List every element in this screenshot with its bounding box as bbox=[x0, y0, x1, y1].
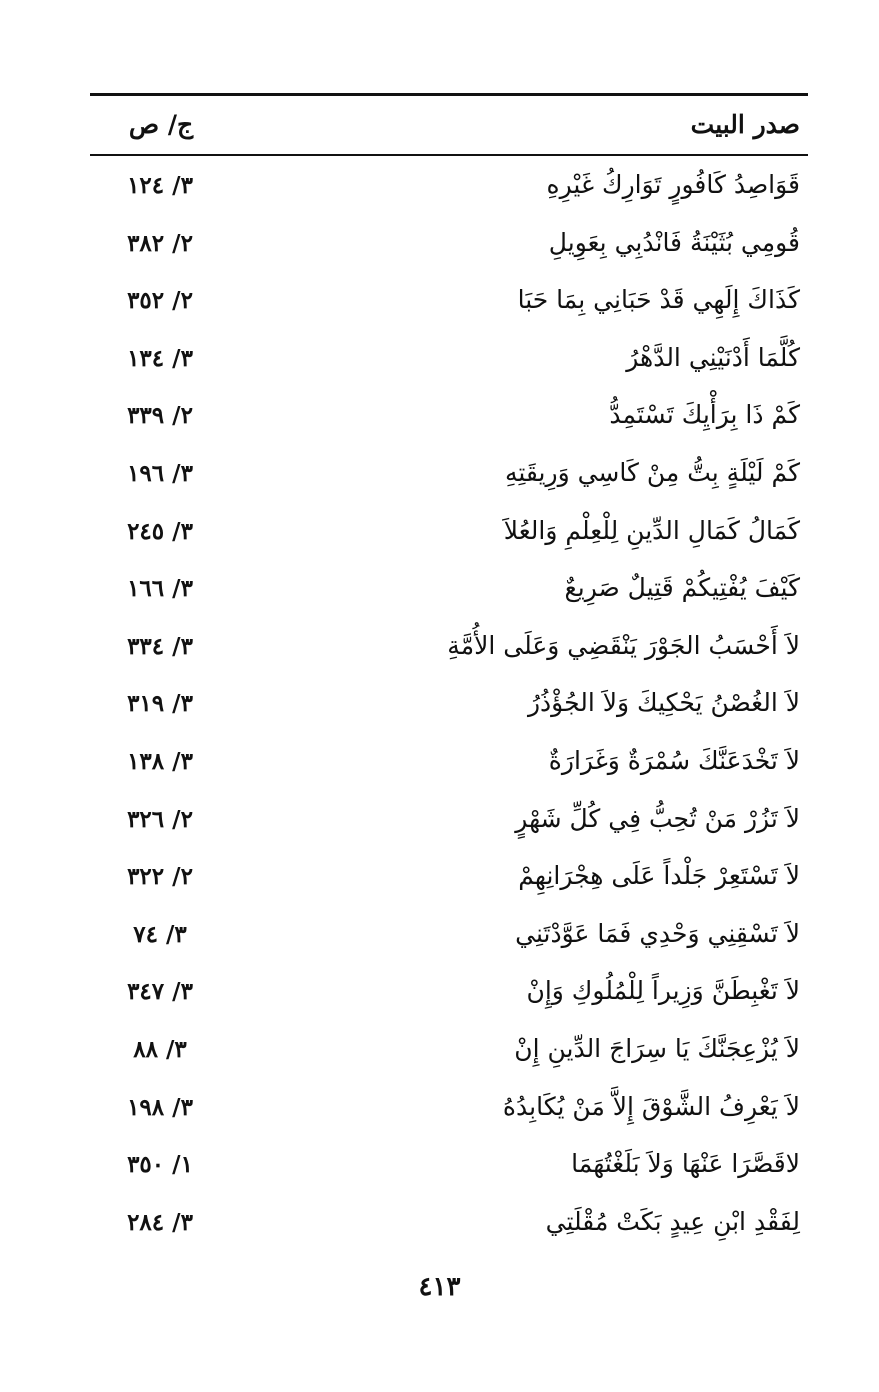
table-row bbox=[90, 1139, 808, 1197]
table-row bbox=[90, 160, 808, 218]
volume-page-ref: ٣/ ٢٤٥ bbox=[127, 517, 193, 545]
table-row bbox=[90, 621, 808, 679]
verse-text: لاَ يُزْعِجَنَّكَ يَا سِرَاجَ الدِّينِ إِنْ bbox=[514, 1033, 800, 1063]
verse-text: لاَ تَخْدَعَنَّكَ سُمْرَةٌ وَغَرَارَةٌ bbox=[548, 745, 800, 775]
volume-page-ref: ٢/ ٣٢٦ bbox=[127, 805, 193, 833]
volume-page-ref: ٣/ ١٦٦ bbox=[127, 575, 193, 603]
verse-text: لاَ يَعْرِفُ الشَّوْقَ إِلاَّ مَنْ يُكَابِدُهُ bbox=[502, 1091, 800, 1121]
volume-page-ref: ٢/ ٣٣٩ bbox=[127, 402, 193, 430]
volume-page-ref: ٣/ ٣١٩ bbox=[127, 690, 193, 718]
verse-text: كَمْ لَيْلَةٍ بِتُّ مِنْ كَاسِي وَرِيقَتِهِ bbox=[504, 457, 800, 487]
volume-page-ref: ١/ ٣٥٠ bbox=[127, 1151, 193, 1179]
table-row bbox=[90, 563, 808, 621]
volume-page-ref: ٣/ ١٩٦ bbox=[127, 459, 193, 487]
volume-page-ref: ٣/ ٧٤ bbox=[133, 920, 187, 948]
verse-text: لِفَقْدِ ابْنِ عِيدٍ بَكَتْ مُقْلَتِي bbox=[545, 1206, 800, 1236]
table-row bbox=[90, 1024, 808, 1082]
table-header bbox=[90, 96, 808, 154]
verse-text: لاَ تَزُرْ مَنْ تُحِبُّ فِي كُلِّ شَهْرٍ bbox=[515, 803, 800, 833]
table-row bbox=[90, 736, 808, 794]
table-row bbox=[90, 851, 808, 909]
verse-index-table bbox=[90, 93, 808, 1254]
table-row bbox=[90, 448, 808, 506]
page-number: ٤١٣ bbox=[418, 1272, 461, 1302]
table-row bbox=[90, 966, 808, 1024]
verse-text: لاَ تَغْبِطَنَّ وَزِيراً لِلْمُلُوكِ وَإِنْ bbox=[526, 976, 800, 1006]
table-row bbox=[90, 275, 808, 333]
volume-page-ref: ٣/ ١٩٨ bbox=[127, 1093, 193, 1121]
verse-text: كُلَّمَا أَدْنَيْنِي الدَّهْرُ bbox=[626, 342, 800, 372]
table-row bbox=[90, 218, 808, 276]
verse-text: كَيْفَ يُفْتِيكُمْ قَتِيلٌ صَرِيعٌ bbox=[564, 573, 800, 603]
volume-page-ref: ٢/ ٣٥٢ bbox=[127, 287, 193, 315]
volume-page-ref: ٣/ ١٣٤ bbox=[127, 344, 193, 372]
volume-page-ref: ٣/ ٢٨٤ bbox=[127, 1208, 193, 1236]
table-row bbox=[90, 333, 808, 391]
verse-text: لاَ تَسْتَعِرْ جَلْداً عَلَى هِجْرَانِهِمْ bbox=[518, 861, 800, 891]
table-row bbox=[90, 1197, 808, 1255]
table-body bbox=[90, 156, 808, 1254]
volume-page-ref: ٢/ ٣٨٢ bbox=[127, 229, 193, 257]
volume-page-ref: ٣/ ٣٤٧ bbox=[127, 978, 193, 1006]
table-row bbox=[90, 1082, 808, 1140]
table-row bbox=[90, 506, 808, 564]
volume-page-ref: ٣/ ١٢٤ bbox=[127, 172, 193, 199]
verse-text: كَمَالُ كَمَالِ الدِّينِ لِلْعِلْمِ وَالعُلاَ bbox=[503, 515, 800, 545]
verse-text: كَمْ ذَا بِرَأْيِكَ تَسْتَمِدُّ bbox=[609, 400, 800, 430]
reference-column-header: ج/ ص bbox=[128, 110, 194, 139]
table-row bbox=[90, 909, 808, 967]
verse-text: كَذَاكَ إِلَهِي قَدْ حَبَانِي بِمَا حَبَا bbox=[517, 285, 800, 315]
verse-text: لاقَصَّرَا عَنْهَا وَلاَ بَلَغْتُهَمَا bbox=[571, 1149, 800, 1179]
volume-page-ref: ٢/ ٣٢٢ bbox=[127, 863, 193, 891]
volume-page-ref: ٣/ ١٣٨ bbox=[127, 747, 193, 775]
table-row bbox=[90, 390, 808, 448]
verse-text: قُومِي بُثَيْنَةُ فَانْدُبِي بِعَوِيلِ bbox=[548, 227, 800, 257]
table-row bbox=[90, 678, 808, 736]
verse-text: لاَ الغُصْنُ يَحْكِيكَ وَلاَ الجُؤْذُرُ bbox=[527, 688, 800, 718]
volume-page-ref: ٣/ ٨٨ bbox=[133, 1035, 187, 1063]
volume-page-ref: ٣/ ٣٣٤ bbox=[127, 632, 193, 660]
verse-column-header: صدر البيت bbox=[690, 110, 800, 139]
table-row bbox=[90, 794, 808, 852]
verse-text: لاَ تَسْقِنِي وَحْدِي فَمَا عَوَّدْتَنِي bbox=[515, 918, 800, 948]
verse-text: قَوَاصِدُ كَافُورٍ تَوَارِكُ غَيْرِهِ bbox=[546, 170, 800, 199]
verse-text: لاَ أَحْسَبُ الجَوْرَ يَنْقَضِي وَعَلَى الأُمَّةِ bbox=[447, 630, 800, 660]
